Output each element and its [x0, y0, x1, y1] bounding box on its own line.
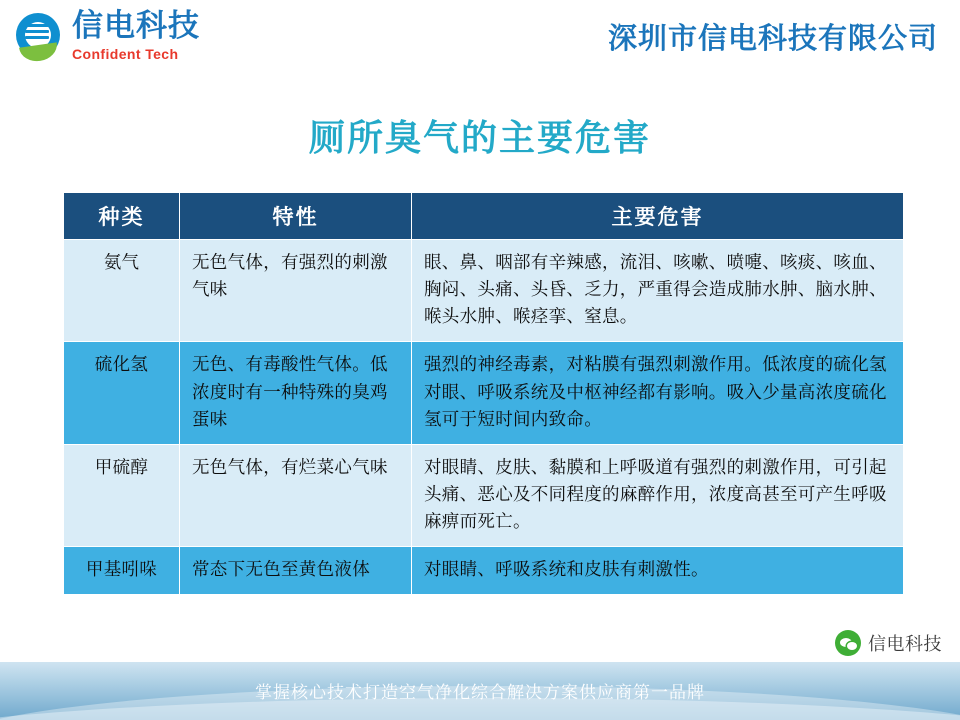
table-row — [64, 547, 904, 595]
cell-property: 无色气体，有强烈的刺激气味 — [180, 240, 412, 342]
logo-text-en: Confident Tech — [72, 46, 179, 62]
table-row — [64, 444, 904, 546]
wechat-label: 信电科技 — [868, 634, 942, 655]
logo-text-cn: 信电科技 — [72, 8, 200, 44]
cell-kind: 硫化氢 — [64, 342, 180, 444]
cell-kind: 甲硫醇 — [64, 444, 180, 546]
column-header-harm: 主要危害 — [412, 193, 904, 240]
company-logo — [14, 8, 200, 62]
cell-harm: 对眼睛、皮肤、黏膜和上呼吸道有强烈的刺激作用，可引起头痛、恶心及不同程度的麻醉作用，浓度高甚至可产生呼吸麻痹而死亡。 — [412, 444, 904, 546]
cell-harm: 强烈的神经毒素，对粘膜有强烈刺激作用。低浓度的硫化氢对眼、呼吸系统及中枢神经都有影响。吸入少量高浓度硫化氢可于短时间内致命。 — [412, 342, 904, 444]
table-header-row — [64, 193, 904, 240]
page-title: 厕所臭气的主要危害 — [308, 118, 651, 159]
cell-property: 常态下无色至黄色液体 — [180, 547, 412, 595]
wechat-badge — [835, 630, 942, 656]
table-row — [64, 342, 904, 444]
column-header-property: 特性 — [180, 193, 412, 240]
harm-table-container — [63, 192, 903, 595]
cell-kind: 氨气 — [64, 240, 180, 342]
cell-harm: 眼、鼻、咽部有辛辣感，流泪、咳嗽、喷嚏、咳痰、咳血、胸闷、头痛、头昏、乏力，严重得会造成肺水肿、脑水肿、喉头水肿、喉痉挛、窒息。 — [412, 240, 904, 342]
circle-signal-leaf-logo-icon — [14, 11, 64, 61]
cell-property: 无色、有毒酸性气体。低浓度时有一种特殊的臭鸡蛋味 — [180, 342, 412, 444]
slide-header — [0, 0, 960, 72]
company-name: 深圳市信电科技有限公司 — [607, 21, 938, 55]
wechat-icon — [835, 630, 861, 656]
logo-text — [72, 8, 200, 62]
cell-property: 无色气体，有烂菜心气味 — [180, 444, 412, 546]
cell-kind: 甲基吲哚 — [64, 547, 180, 595]
column-header-kind: 种类 — [64, 193, 180, 240]
cell-harm: 对眼睛、呼吸系统和皮肤有刺激性。 — [412, 547, 904, 595]
footer-slogan: 掌握核心技术打造空气净化综合解决方案供应商第一品牌 — [255, 683, 705, 703]
table-row — [64, 240, 904, 342]
slide-footer — [0, 662, 960, 720]
harm-table — [63, 192, 904, 595]
